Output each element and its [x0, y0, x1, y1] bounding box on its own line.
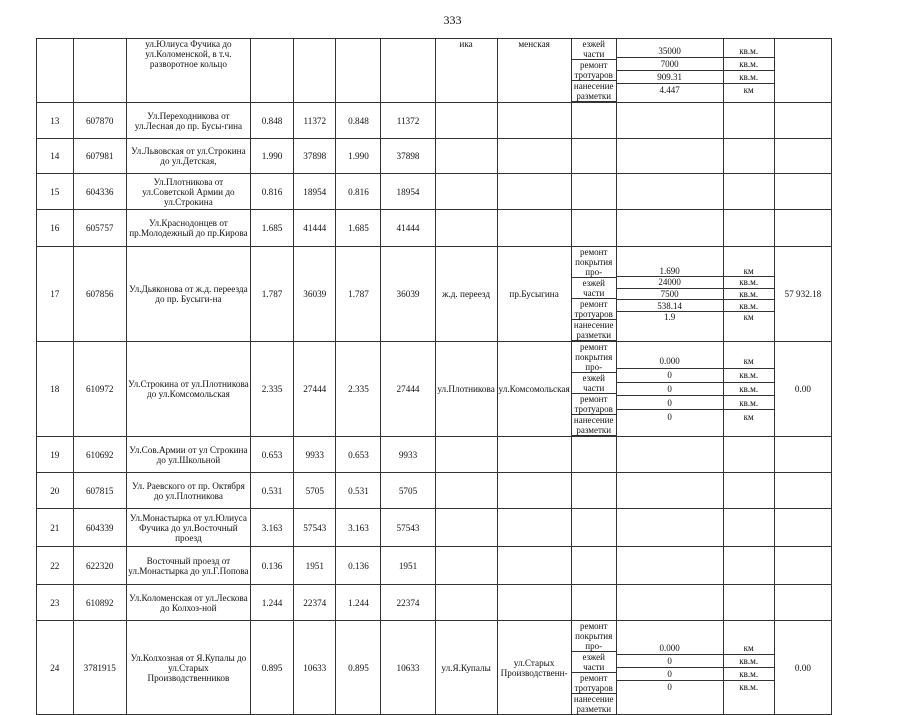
empty-cell — [497, 473, 571, 509]
road-id — [73, 39, 126, 103]
empty-cell — [616, 210, 723, 247]
empty-cell — [571, 547, 616, 585]
table-row — [37, 247, 905, 342]
values-list-line: 0 — [617, 382, 723, 396]
length-total: 0.531 — [251, 473, 294, 509]
empty-cell — [571, 509, 616, 547]
roads-table — [36, 38, 905, 715]
row-number: 17 — [37, 247, 74, 342]
road-id: 3781915 — [73, 621, 126, 715]
road-name: Ул.Львовская от ул.Строкина до ул.Детская, — [126, 139, 250, 174]
empty-cell — [723, 437, 774, 473]
area-total: 36039 — [294, 247, 336, 342]
values-list-line: 0 — [617, 368, 723, 382]
units-list — [723, 247, 774, 342]
empty-cell — [723, 103, 774, 139]
units-list — [723, 39, 774, 103]
works-list — [571, 621, 616, 715]
empty-cell — [774, 139, 831, 174]
empty-cell — [723, 547, 774, 585]
units-list — [723, 342, 774, 437]
empty-cell — [774, 509, 831, 547]
empty-cell — [774, 210, 831, 247]
repair-from: ул.Я.Купалы — [435, 621, 497, 715]
empty-cell — [571, 139, 616, 174]
units-list-line: км — [743, 411, 754, 422]
values-list-line: 0.000 — [617, 355, 723, 368]
area-repair: 10633 — [381, 621, 435, 715]
units-list-line: кв.м. — [724, 300, 774, 312]
road-id: 622320 — [73, 547, 126, 585]
area-repair: 5705 — [381, 473, 435, 509]
values-list-line: 7000 — [617, 57, 723, 70]
area-repair: 36039 — [381, 247, 435, 342]
units-list-line: кв.м. — [724, 277, 774, 289]
length-total: 0.848 — [251, 103, 294, 139]
road-name: Ул.Сов.Армии от ул Строкина до ул.Школьной — [126, 437, 250, 473]
length-total: 0.816 — [251, 174, 294, 210]
works-list-line: ремонт тротуаров — [572, 673, 616, 694]
works-list-line: ремонт тротуаров — [572, 60, 616, 81]
road-name: Ул.Краснодонцев от пр.Молодежный до пр.Кирова — [126, 210, 250, 247]
empty-cell — [435, 437, 497, 473]
empty-cell — [616, 139, 723, 174]
row-number: 20 — [37, 473, 74, 509]
units-list-line: кв.м. — [724, 667, 774, 680]
table-row — [37, 174, 905, 210]
empty-cell — [774, 473, 831, 509]
works-list — [571, 247, 616, 342]
table-row — [37, 342, 905, 437]
road-name: Ул.Строкина от ул.Плотникова до ул.Комсомольская — [126, 342, 250, 437]
empty-cell — [294, 39, 336, 103]
length-repair: 0.531 — [336, 473, 381, 509]
cost-cell: 0.00 — [774, 342, 831, 437]
empty-cell — [616, 437, 723, 473]
values-list-line: 538.14 — [617, 300, 723, 312]
road-name: Ул.Плотникова от ул.Советской Армии до ул.Строкина — [126, 174, 250, 210]
table-row — [37, 103, 905, 139]
empty-cell — [435, 103, 497, 139]
empty-cell — [774, 174, 831, 210]
area-total: 57543 — [294, 509, 336, 547]
units-list-line: кв.м. — [724, 70, 774, 83]
area-total: 5705 — [294, 473, 336, 509]
empty-cell — [497, 210, 571, 247]
area-repair: 11372 — [381, 103, 435, 139]
empty-cell — [435, 585, 497, 621]
empty-cell — [616, 547, 723, 585]
road-id: 607870 — [73, 103, 126, 139]
units-list-line: кв.м. — [724, 57, 774, 70]
empty-cell — [616, 103, 723, 139]
works-list-line: нанесение разметки — [572, 81, 616, 102]
length-repair: 0.816 — [336, 174, 381, 210]
works-list-line: нанесение разметки — [573, 694, 614, 714]
row-number: 23 — [37, 585, 74, 621]
row-number: 14 — [37, 139, 74, 174]
length-total: 3.163 — [251, 509, 294, 547]
values-list-line: 0 — [617, 654, 723, 667]
row-number: 24 — [37, 621, 74, 715]
works-list-line: езжей части — [572, 39, 616, 60]
empty-cell — [435, 473, 497, 509]
units-list-line: км — [743, 312, 754, 323]
road-id: 610892 — [73, 585, 126, 621]
units-list-line: кв.м. — [724, 654, 774, 667]
length-repair: 2.335 — [336, 342, 381, 437]
empty-cell — [497, 509, 571, 547]
road-id: 610972 — [73, 342, 126, 437]
empty-cell — [723, 585, 774, 621]
area-repair: 18954 — [381, 174, 435, 210]
empty-cell — [435, 509, 497, 547]
row-number: 13 — [37, 103, 74, 139]
road-id: 607981 — [73, 139, 126, 174]
empty-cell — [723, 210, 774, 247]
road-name: Ул.Переходникова от ул.Лесная до пр. Бусы-гина — [126, 103, 250, 139]
works-list — [571, 39, 616, 103]
area-total: 37898 — [294, 139, 336, 174]
length-total: 1.685 — [251, 210, 294, 247]
values-list — [616, 621, 723, 715]
length-total: 0.895 — [251, 621, 294, 715]
area-repair: 1951 — [381, 547, 435, 585]
units-list-line: км — [724, 642, 774, 654]
works-list-line: нанесение разметки — [572, 415, 616, 436]
area-total: 22374 — [294, 585, 336, 621]
values-list-line: 0 — [667, 411, 672, 422]
area-repair: 9933 — [381, 437, 435, 473]
works-list-line: ремонт покрытия про- — [572, 621, 616, 652]
empty-cell — [497, 103, 571, 139]
area-total: 27444 — [294, 342, 336, 437]
repair-to: ул.Комсомольская — [497, 342, 571, 437]
repair-to: менская — [497, 39, 571, 103]
length-total: 0.653 — [251, 437, 294, 473]
works-list-line: ремонт покрытия про- — [572, 247, 616, 278]
area-repair: 41444 — [381, 210, 435, 247]
units-list-line: кв.м. — [724, 45, 774, 58]
cost-cell — [774, 39, 831, 103]
empty-cell — [571, 210, 616, 247]
table-row — [37, 39, 905, 103]
length-repair: 0.653 — [336, 437, 381, 473]
repair-to: пр.Бусыгина — [497, 247, 571, 342]
area-repair: 22374 — [381, 585, 435, 621]
table-row — [37, 621, 905, 715]
empty-cell — [381, 39, 435, 103]
length-total: 1.787 — [251, 247, 294, 342]
empty-cell — [723, 509, 774, 547]
units-list-line: кв.м. — [724, 368, 774, 382]
empty-cell — [616, 509, 723, 547]
empty-cell — [571, 585, 616, 621]
road-name: Ул.Колхозная от Я.Купалы до ул.Старых Производственников — [126, 621, 250, 715]
empty-cell — [774, 547, 831, 585]
empty-cell — [774, 103, 831, 139]
values-list — [616, 247, 723, 342]
table-row — [37, 210, 905, 247]
empty-cell — [723, 174, 774, 210]
road-id: 610692 — [73, 437, 126, 473]
works-list-line: ремонт тротуаров — [572, 394, 616, 415]
works-list-line: ремонт покрытия про- — [572, 342, 616, 373]
empty-cell — [435, 174, 497, 210]
length-repair: 0.136 — [336, 547, 381, 585]
repair-to: ул.Старых Производственн- — [497, 621, 571, 715]
units-list-line: км — [724, 355, 774, 368]
table-row — [37, 437, 905, 473]
table-row — [37, 139, 905, 174]
repair-from: ж.д. переезд — [435, 247, 497, 342]
table-row — [37, 585, 905, 621]
empty-cell — [571, 174, 616, 210]
units-list-line: км — [724, 266, 774, 277]
values-list-line: 4.447 — [659, 85, 680, 96]
length-repair: 1.244 — [336, 585, 381, 621]
units-list-line: км — [743, 85, 754, 96]
works-list-line: нанесение разметки — [572, 320, 616, 341]
empty-cell — [616, 473, 723, 509]
length-total: 1.990 — [251, 139, 294, 174]
empty-cell — [616, 174, 723, 210]
area-total: 9933 — [294, 437, 336, 473]
road-name: ул.Юлиуса Фучика до ул.Коломенской, в т.ч. разворотное кольцо — [126, 39, 250, 103]
length-total: 2.335 — [251, 342, 294, 437]
units-list-line: кв.м. — [739, 682, 759, 692]
values-list-line: 1.690 — [617, 266, 723, 277]
values-list-line: 35000 — [617, 45, 723, 58]
values-list — [616, 39, 723, 103]
row-number: 22 — [37, 547, 74, 585]
empty-cell — [336, 39, 381, 103]
units-list-line: кв.м. — [724, 288, 774, 300]
road-id: 604336 — [73, 174, 126, 210]
road-name: Ул.Монастырка от ул.Юлиуса Фучика до ул.Восточный проезд — [126, 509, 250, 547]
empty-cell — [435, 547, 497, 585]
length-repair: 1.787 — [336, 247, 381, 342]
empty-cell — [723, 473, 774, 509]
table-row — [37, 473, 905, 509]
values-list-line: 1.9 — [663, 312, 676, 323]
values-list — [616, 342, 723, 437]
road-name: Ул.Дьяконова от ж.д. переезда до пр. Бусыги-на — [126, 247, 250, 342]
length-repair: 0.895 — [336, 621, 381, 715]
row-number — [37, 39, 74, 103]
empty-cell — [497, 547, 571, 585]
empty-cell — [435, 139, 497, 174]
values-list-line: 0 — [617, 667, 723, 680]
area-repair: 37898 — [381, 139, 435, 174]
area-total: 41444 — [294, 210, 336, 247]
length-repair: 3.163 — [336, 509, 381, 547]
units-list-line: кв.м. — [724, 396, 774, 410]
cost-cell: 0.00 — [774, 621, 831, 715]
length-repair: 0.848 — [336, 103, 381, 139]
works-list — [571, 342, 616, 437]
empty-cell — [497, 585, 571, 621]
area-repair: 27444 — [381, 342, 435, 437]
values-list-line: 0 — [617, 396, 723, 410]
road-name: Ул. Раевского от пр. Октября до ул.Плотникова — [126, 473, 250, 509]
empty-cell — [251, 39, 294, 103]
empty-cell — [571, 473, 616, 509]
area-total: 1951 — [294, 547, 336, 585]
road-id: 607815 — [73, 473, 126, 509]
repair-from: ика — [435, 39, 497, 103]
page-number: 333 — [443, 13, 462, 27]
area-total: 18954 — [294, 174, 336, 210]
empty-cell — [497, 437, 571, 473]
empty-cell — [497, 139, 571, 174]
empty-cell — [774, 437, 831, 473]
row-number: 18 — [37, 342, 74, 437]
road-id: 604339 — [73, 509, 126, 547]
units-list — [723, 621, 774, 715]
empty-cell — [435, 210, 497, 247]
row-number: 19 — [37, 437, 74, 473]
values-list-line: 0 — [667, 682, 672, 692]
row-number: 21 — [37, 509, 74, 547]
area-repair: 57543 — [381, 509, 435, 547]
road-id: 607856 — [73, 247, 126, 342]
length-repair: 1.990 — [336, 139, 381, 174]
road-name: Восточный проезд от ул.Монастырка до ул.Г.Попова — [126, 547, 250, 585]
works-list-line: езжей части — [572, 652, 616, 673]
road-name: Ул.Коломенская от ул.Лескова до Колхоз-ной — [126, 585, 250, 621]
repair-from: ул.Плотникова — [435, 342, 497, 437]
values-list-line: 7500 — [617, 288, 723, 300]
empty-cell — [616, 585, 723, 621]
empty-cell — [497, 174, 571, 210]
cost-cell: 57 932.18 — [774, 247, 831, 342]
works-list-line: езжей части — [572, 278, 616, 299]
road-id: 605757 — [73, 210, 126, 247]
empty-cell — [774, 585, 831, 621]
empty-cell — [723, 139, 774, 174]
works-list-line: ремонт тротуаров — [572, 299, 616, 320]
works-list-line: езжей части — [572, 373, 616, 394]
values-list-line: 0.000 — [617, 642, 723, 654]
area-total: 11372 — [294, 103, 336, 139]
empty-cell — [571, 437, 616, 473]
units-list-line: кв.м. — [724, 382, 774, 396]
area-total: 10633 — [294, 621, 336, 715]
values-list-line: 24000 — [617, 277, 723, 289]
table-row — [37, 547, 905, 585]
length-repair: 1.685 — [336, 210, 381, 247]
row-number: 16 — [37, 210, 74, 247]
length-total: 1.244 — [251, 585, 294, 621]
table-row — [37, 509, 905, 547]
values-list-line: 909.31 — [617, 70, 723, 83]
empty-cell — [571, 103, 616, 139]
length-total: 0.136 — [251, 547, 294, 585]
row-number: 15 — [37, 174, 74, 210]
